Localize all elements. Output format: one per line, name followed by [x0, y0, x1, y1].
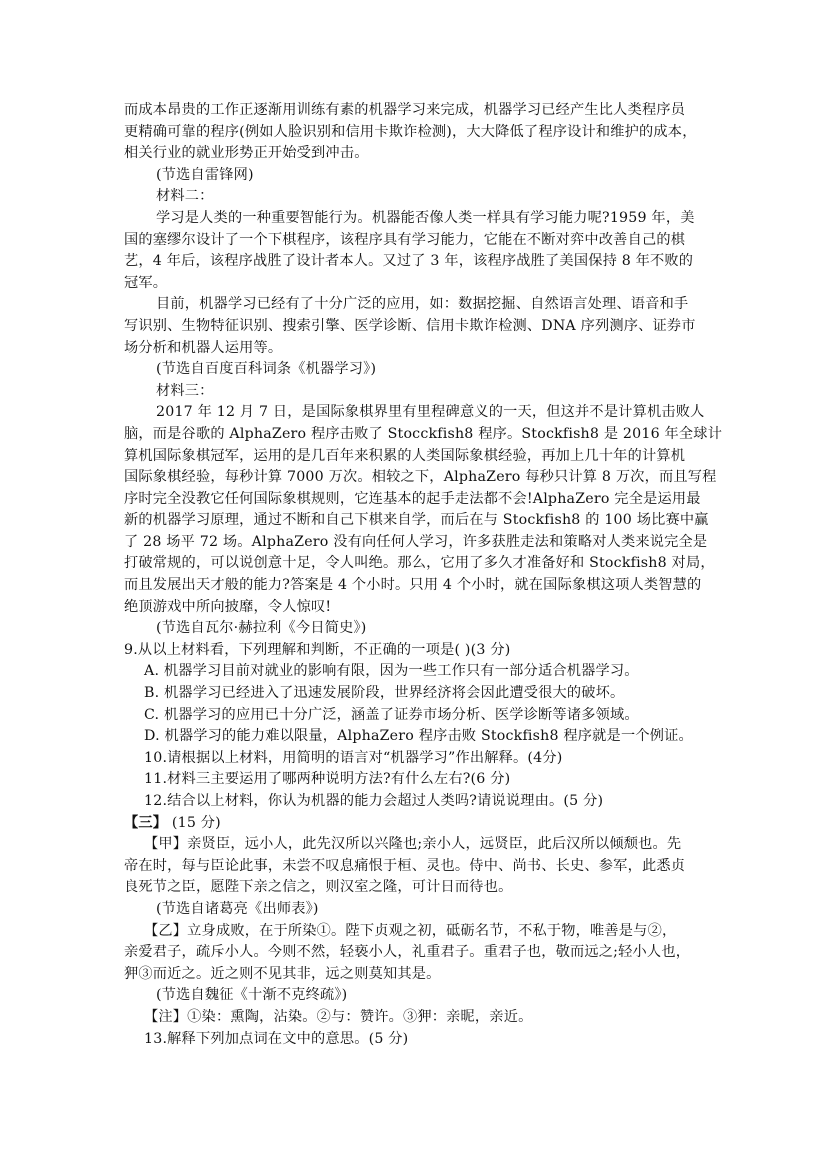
section-three-label: 【三】	[124, 814, 168, 831]
document-page	[124, 100, 723, 1050]
question-11: 11.材料三主要运用了哪两种说明方法?有什么左右?(6 分)	[144, 771, 511, 788]
text-line: 更精确可靠的程序(例如人脸识别和信用卡欺诈检测)，大大降低了程序设计和维护的成本，	[124, 123, 697, 140]
text-line: 艺，4 年后，该程序战胜了设计者本人。又过了 3 年，该程序战胜了美国保持 8 年不败的	[124, 253, 694, 270]
material-heading: 材料二：	[156, 188, 214, 205]
text-line: 而成本昂贵的工作正逐渐用训练有素的机器学习来完成，机器学习已经产生比人类程序员	[124, 102, 686, 118]
question-10: 10.请根据以上材料，用简明的语言对“机器学习”作出解释。(4分)	[144, 749, 563, 766]
annotation-note: 【注】①染：熏陶，沾染。②与：赞许。③狎：亲昵，亲近。	[144, 1008, 533, 1025]
material-heading: 材料三：	[156, 382, 214, 399]
text-line: 国际象棋经验，每秒计算 7000 万次。相较之下，AlphaZero 每秒只计算 8 万次，而且写程	[124, 469, 717, 486]
text-line: 了 28 场平 72 场。AlphaZero 没有向任何人学习，许多获胜走法和策略对人类来说完全是	[124, 533, 708, 550]
text-line: 帝在时，每与臣论此事，未尝不叹息痛恨于桓、灵也。侍中、尚书、长史、参军，此悉贞	[124, 857, 686, 874]
text-line: 目前，机器学习已经有了十分广泛的应用，如：数据挖掘、自然语言处理、语音和手	[156, 296, 689, 313]
option-a: A. 机器学习目前对就业的影响有限，因为一些工作只有一部分适合机器学习。	[144, 663, 639, 680]
text-line: 国的塞缪尔设计了一个下棋程序，该程序具有学习能力，它能在不断对弈中改善自己的棋	[124, 231, 686, 248]
text-line: 良死节之臣，愿陛下亲之信之，则汉室之隆，可计日而待也。	[124, 879, 513, 896]
source-note: (节选自魏征《十渐不克终疏》)	[156, 987, 348, 1004]
source-note: (节选自雷锋网)	[156, 166, 254, 183]
text-line: 算机国际象棋冠军，运用的是几百年来积累的人类国际象棋经验，再加上几十年的计算机	[124, 447, 686, 464]
text-line: 相关行业的就业形势正开始受到冲击。	[124, 145, 369, 162]
text-line: 冠军。	[124, 274, 168, 291]
text-line: 【甲】亲贤臣，远小人，此先汉所以兴隆也;亲小人，远贤臣，此后汉所以倾颓也。先	[144, 836, 682, 853]
question-12: 12.结合以上材料，你认为机器的能力会超过人类吗?请说说理由。(5 分)	[144, 793, 604, 809]
section-three-heading	[124, 813, 709, 835]
text-line: 场分析和机器人运用等。	[124, 339, 283, 356]
source-note: (节选自瓦尔·赫拉利《今日简史》)	[156, 620, 367, 637]
option-c: C. 机器学习的应用已十分广泛，涵盖了证券市场分析、医学诊断等诸多领域。	[144, 706, 639, 723]
text-line: 脑，而是谷歌的 AlphaZero 程序击败了 Stocckfish8 程序。Stockfish8 是 2016 年全球计	[124, 425, 723, 442]
text-line: 狎③而近之。近之则不见其非，远之则莫知其是。	[124, 965, 441, 982]
option-b: B. 机器学习已经进入了迅速发展阶段，世界经济将会因此遭受很大的破坏。	[144, 685, 625, 702]
text-line: 【乙】立身成败，在于所染①。陛下贞观之初，砥砺名节，不私于物，唯善是与②，	[144, 922, 677, 939]
text-line: 绝顶游戏中所向披靡，令人惊叹!	[124, 598, 332, 615]
text-line: 打破常规的，可以说创意十足，令人叫绝。那么，它用了多久才准备好和 Stockfish8 对局，	[124, 555, 715, 572]
text-line: 序时完全没教它任何国际象棋规则，它连基本的起手走法都不会!AlphaZero 完全是运用最	[124, 490, 701, 507]
text-line: 写识别、生物特征识别、搜索引擎、医学诊断、信用卡欺诈检测、DNA 序列测序、证券市	[124, 317, 696, 334]
text-line: 而且发展出天才般的能力?答案是 4 个小时。只用 4 个小时，就在国际象棋这项人类智慧的	[124, 577, 702, 594]
question-13: 13.解释下列加点词在文中的意思。(5 分)	[144, 1030, 409, 1047]
source-note: (节选自诸葛亮《出师表》)	[156, 900, 319, 917]
source-note: (节选自百度百科词条《机器学习》)	[156, 361, 377, 378]
text-line: 学习是人类的一种重要智能行为。机器能否像人类一样具有学习能力呢?1959 年，美	[156, 209, 695, 226]
option-d: D. 机器学习的能力难以限量，AlphaZero 程序击败 Stockfish8 程序就是一个例证。	[144, 728, 693, 745]
question-9: 9.从以上材料看，下列理解和判断，不正确的一项是( )(3 分)	[124, 641, 511, 658]
text-line: 亲爱君子，疏斥小人。今则不然，轻亵小人，礼重君子。重君子也，敬而远之;轻小人也，	[124, 944, 691, 961]
section-three-score: (15 分)	[167, 814, 221, 831]
text-line: 新的机器学习原理，通过不断和自己下棋来自学，而后在与 Stockfish8 的 100 场比赛中赢	[124, 512, 709, 529]
text-line: 2017 年 12 月 7 日，是国际象棋界里有里程碑意义的一天，但这并不是计算机击败人	[156, 404, 705, 421]
